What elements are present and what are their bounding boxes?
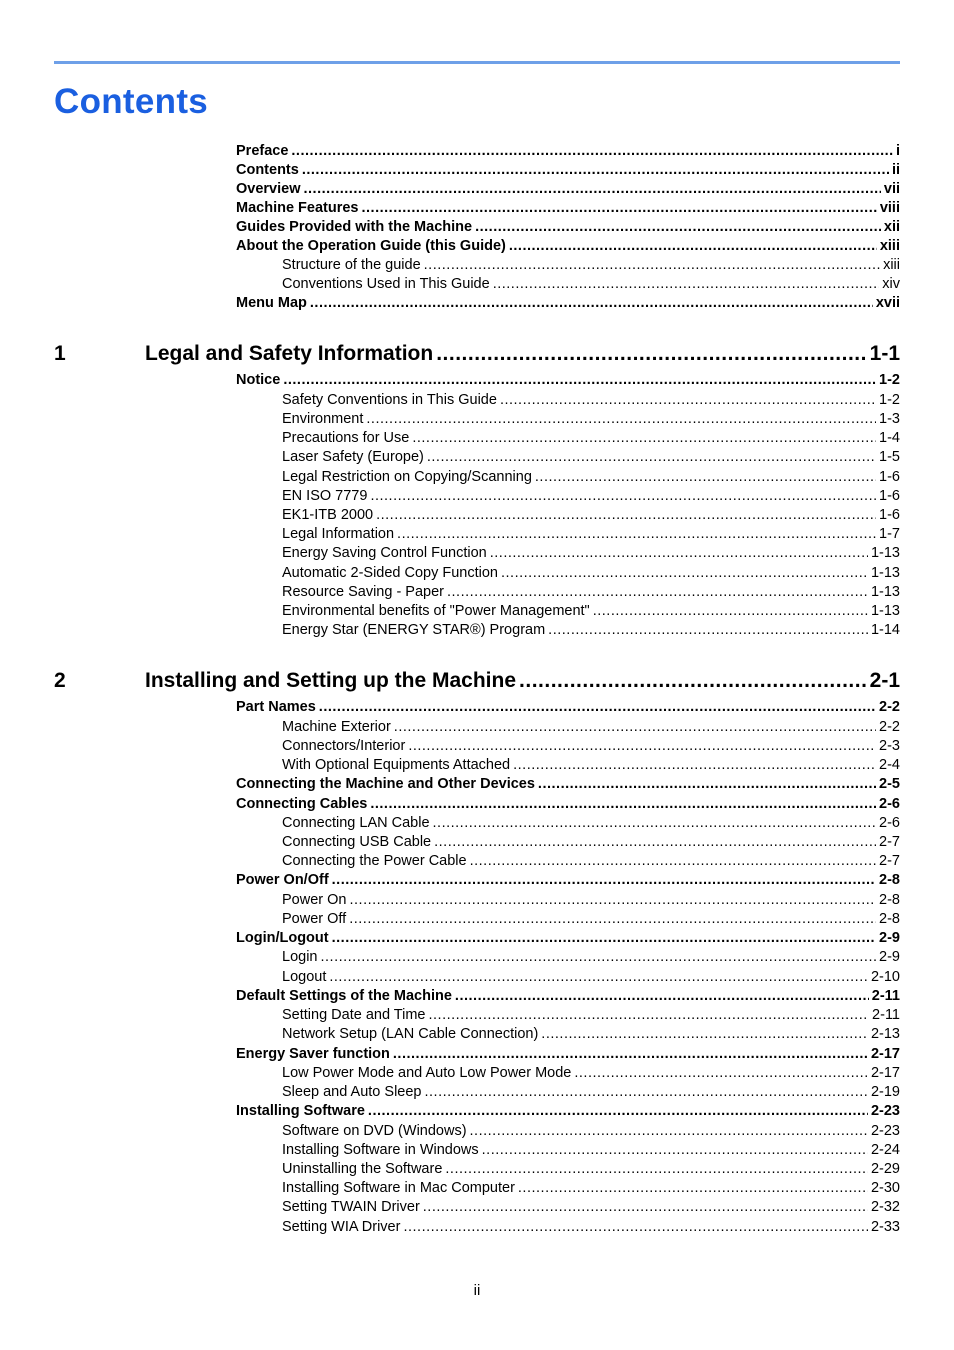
toc-subentry[interactable] xyxy=(282,852,900,870)
page-title: Contents xyxy=(54,82,209,121)
toc-entry-page: 2-2 xyxy=(879,699,900,715)
dot-leader xyxy=(428,1006,869,1024)
toc-entry-page: 2-8 xyxy=(879,872,900,888)
dot-leader xyxy=(535,468,876,486)
toc-entry-title: Energy Star (ENERGY STAR®) Program xyxy=(282,622,546,638)
toc-entry-page: 1-13 xyxy=(870,603,900,619)
toc-subentry[interactable] xyxy=(282,621,900,639)
toc-subentry[interactable] xyxy=(282,410,900,428)
toc-entry-title: Power Off xyxy=(282,911,347,927)
toc-subentry[interactable] xyxy=(282,1198,900,1216)
toc-subentry[interactable] xyxy=(282,1141,900,1159)
toc-entry-title: Environmental benefits of "Power Management" xyxy=(282,603,590,619)
toc-entry-title: About the Operation Guide (this Guide) xyxy=(236,238,506,254)
dot-leader xyxy=(319,698,876,716)
toc-entry-page: 2-33 xyxy=(870,1219,900,1235)
toc-entry-title: Notice xyxy=(236,372,281,388)
toc-subentry[interactable] xyxy=(282,564,900,582)
toc-entry-page: 2-11 xyxy=(872,1007,900,1023)
toc-entry-page: viii xyxy=(879,200,900,216)
toc-entry-title: Guides Provided with the Machine xyxy=(236,219,473,235)
toc-entry[interactable] xyxy=(236,161,900,179)
toc-entry-page: 1-3 xyxy=(879,411,900,427)
chapter-page: 1-1 xyxy=(869,342,900,365)
toc-entry-page: 1-14 xyxy=(870,622,900,638)
dot-leader xyxy=(366,410,876,428)
toc-entry-page: 2-11 xyxy=(871,988,900,1004)
toc-entry-page: 2-17 xyxy=(870,1065,900,1081)
dot-leader xyxy=(447,583,868,601)
toc-subentry[interactable] xyxy=(282,525,900,543)
toc-entry-title: Logout xyxy=(282,969,327,985)
toc-entry-page: vii xyxy=(883,181,900,197)
toc-entry-page: 2-9 xyxy=(879,930,900,946)
toc-entry[interactable] xyxy=(236,929,900,947)
dot-leader xyxy=(482,1141,868,1159)
chapter-number: 1 xyxy=(54,342,66,365)
toc-subentry[interactable] xyxy=(282,891,900,909)
toc-subentry[interactable] xyxy=(282,448,900,466)
toc-subentry[interactable] xyxy=(282,391,900,409)
toc-subentry[interactable] xyxy=(282,814,900,832)
toc-entry[interactable] xyxy=(236,1045,900,1063)
toc-entry-page: xiii xyxy=(879,238,900,254)
toc-entry-title: Legal Information xyxy=(282,526,395,542)
chapter-heading[interactable] xyxy=(145,340,900,368)
toc-entry-page: 1-5 xyxy=(879,449,900,465)
dot-leader xyxy=(302,161,889,179)
toc-entry[interactable] xyxy=(236,775,900,793)
toc-entry-page: 2-23 xyxy=(870,1103,900,1119)
toc-entry-title: Connecting Cables xyxy=(236,796,368,812)
dot-leader xyxy=(470,852,876,870)
toc-entry-title: Login/Logout xyxy=(236,930,329,946)
toc-entry-title: Part Names xyxy=(236,699,316,715)
dot-leader xyxy=(332,871,876,889)
dot-leader xyxy=(376,506,876,524)
toc-entry-title: Energy Saving Control Function xyxy=(282,545,487,561)
toc-entry-title: Default Settings of the Machine xyxy=(236,988,452,1004)
toc-entry-page: 2-2 xyxy=(879,719,900,735)
toc-subentry[interactable] xyxy=(282,1025,900,1043)
dot-leader xyxy=(501,564,868,582)
toc-entry-page: 2-19 xyxy=(870,1084,900,1100)
toc-entry-page: 2-5 xyxy=(879,776,900,792)
toc-entry-title: Safety Conventions in This Guide xyxy=(282,392,497,408)
toc-entry-page: 2-30 xyxy=(870,1180,900,1196)
dot-leader xyxy=(349,910,876,928)
toc-subentry[interactable] xyxy=(282,256,900,274)
toc-entry[interactable] xyxy=(236,237,900,255)
dot-leader xyxy=(470,1122,868,1140)
toc-subentry[interactable] xyxy=(282,506,900,524)
toc-entry-title: Overview xyxy=(236,181,301,197)
toc-entry-title: Sleep and Auto Sleep xyxy=(282,1084,422,1100)
toc-entry-page: 2-24 xyxy=(870,1142,900,1158)
toc-entry-page: 2-32 xyxy=(870,1199,900,1215)
toc-entry-title: Setting TWAIN Driver xyxy=(282,1199,420,1215)
dot-leader xyxy=(397,525,876,543)
toc-entry-title: Uninstalling the Software xyxy=(282,1161,443,1177)
dot-leader xyxy=(412,429,876,447)
toc-entry-title: With Optional Equipments Attached xyxy=(282,757,511,773)
top-rule xyxy=(54,61,900,64)
dot-leader xyxy=(424,256,880,274)
toc-entry-title: Connecting LAN Cable xyxy=(282,815,430,831)
toc-subentry[interactable] xyxy=(282,1179,900,1197)
dot-leader xyxy=(500,391,876,409)
dot-leader xyxy=(538,775,876,793)
toc-subentry[interactable] xyxy=(282,1083,900,1101)
dot-leader xyxy=(423,1198,868,1216)
toc-subentry[interactable] xyxy=(282,544,900,562)
toc-entry-title: Connecting the Power Cable xyxy=(282,853,467,869)
toc-subentry[interactable] xyxy=(282,1218,900,1236)
toc-entry-page: 2-7 xyxy=(879,834,900,850)
page-number: ii xyxy=(473,1282,481,1299)
toc-entry-title: Connecting USB Cable xyxy=(282,834,432,850)
dot-leader xyxy=(493,275,880,293)
toc-subentry[interactable] xyxy=(282,487,900,505)
toc-entry-page: 2-6 xyxy=(879,815,900,831)
toc-entry-page: 2-8 xyxy=(879,892,900,908)
toc-entry[interactable] xyxy=(236,795,900,813)
dot-leader xyxy=(310,294,873,312)
toc-subentry[interactable] xyxy=(282,718,900,736)
toc-subentry[interactable] xyxy=(282,968,900,986)
dot-leader xyxy=(393,1045,868,1063)
dot-leader xyxy=(541,1025,868,1043)
toc-entry-page: 1-2 xyxy=(879,372,900,388)
toc-entry-page: xii xyxy=(883,219,900,235)
toc-subentry[interactable] xyxy=(282,1122,900,1140)
chapter-heading[interactable] xyxy=(145,667,900,695)
dot-leader xyxy=(475,218,881,236)
toc-entry[interactable] xyxy=(236,698,900,716)
toc-subentry[interactable] xyxy=(282,583,900,601)
toc-entry-page: 1-4 xyxy=(879,430,900,446)
toc-entry-page: 1-13 xyxy=(870,584,900,600)
toc-entry-page: 2-7 xyxy=(879,853,900,869)
dot-leader xyxy=(291,142,893,160)
toc-entry-page: 1-7 xyxy=(879,526,900,542)
toc-subentry[interactable] xyxy=(282,910,900,928)
toc-entry[interactable] xyxy=(236,180,900,198)
toc-entry-title: Setting WIA Driver xyxy=(282,1219,401,1235)
toc-entry-title: Installing Software in Mac Computer xyxy=(282,1180,515,1196)
toc-entry[interactable] xyxy=(236,294,900,312)
toc-entry-title: Connectors/Interior xyxy=(282,738,406,754)
toc-entry-title: Setting Date and Time xyxy=(282,1007,426,1023)
toc-entry-title: Contents xyxy=(236,162,299,178)
dot-leader xyxy=(408,737,876,755)
toc-entry-title: Low Power Mode and Auto Low Power Mode xyxy=(282,1065,572,1081)
dot-leader xyxy=(424,1083,867,1101)
toc-entry-page: 2-6 xyxy=(879,796,900,812)
dot-leader xyxy=(509,237,877,255)
dot-leader xyxy=(283,371,876,389)
toc-entry-page: 1-6 xyxy=(879,507,900,523)
toc-entry-page: 1-13 xyxy=(870,565,900,581)
dot-leader xyxy=(513,756,876,774)
toc-entry-title: Installing Software xyxy=(236,1103,365,1119)
toc-subentry[interactable] xyxy=(282,948,900,966)
toc-entry-page: 2-17 xyxy=(870,1046,900,1062)
toc-entry-page: 2-9 xyxy=(879,949,900,965)
toc-entry-page: ii xyxy=(891,162,900,178)
dot-leader xyxy=(394,718,876,736)
toc-subentry[interactable] xyxy=(282,468,900,486)
toc-entry-title: Installing Software in Windows xyxy=(282,1142,479,1158)
toc-subentry[interactable] xyxy=(282,1064,900,1082)
dot-leader xyxy=(332,929,876,947)
toc-entry-title: Conventions Used in This Guide xyxy=(282,276,490,292)
toc-entry-page: 1-6 xyxy=(879,488,900,504)
dot-leader xyxy=(436,340,866,368)
dot-leader xyxy=(518,1179,868,1197)
dot-leader xyxy=(349,891,876,909)
dot-leader xyxy=(490,544,868,562)
toc-subentry[interactable] xyxy=(282,1160,900,1178)
toc-entry-page: 2-8 xyxy=(879,911,900,927)
dot-leader xyxy=(548,621,868,639)
toc-entry-page: 2-4 xyxy=(879,757,900,773)
toc-entry-page: xiv xyxy=(882,276,900,292)
toc-entry-title: Power On xyxy=(282,892,347,908)
dot-leader xyxy=(320,948,876,966)
toc-entry[interactable] xyxy=(236,1102,900,1120)
toc-entry-page: 2-23 xyxy=(870,1123,900,1139)
dot-leader xyxy=(427,448,876,466)
toc-entry-title: EN ISO 7779 xyxy=(282,488,368,504)
toc-entry-title: Precautions for Use xyxy=(282,430,410,446)
toc-entry[interactable] xyxy=(236,371,900,389)
toc-entry-title: Preface xyxy=(236,143,289,159)
toc-entry-title: Login xyxy=(282,949,318,965)
dot-leader xyxy=(434,833,876,851)
toc-entry-title: Network Setup (LAN Cable Connection) xyxy=(282,1026,539,1042)
toc-entry-page: 1-2 xyxy=(879,392,900,408)
toc-entry-title: Connecting the Machine and Other Devices xyxy=(236,776,535,792)
toc-entry-title: Structure of the guide xyxy=(282,257,421,273)
toc-entry-title: Automatic 2-Sided Copy Function xyxy=(282,565,498,581)
toc-entry-page: 2-3 xyxy=(879,738,900,754)
toc-entry-title: Machine Exterior xyxy=(282,719,391,735)
toc-entry-title: Software on DVD (Windows) xyxy=(282,1123,467,1139)
chapter-title: Installing and Setting up the Machine xyxy=(145,669,517,692)
dot-leader xyxy=(403,1218,868,1236)
dot-leader xyxy=(519,667,867,695)
toc-entry[interactable] xyxy=(236,218,900,236)
toc-subentry[interactable] xyxy=(282,737,900,755)
dot-leader xyxy=(329,968,868,986)
dot-leader xyxy=(433,814,877,832)
toc-entry-page: 2-10 xyxy=(870,969,900,985)
toc-entry-page: 1-6 xyxy=(879,469,900,485)
toc-entry[interactable] xyxy=(236,871,900,889)
toc-entry[interactable] xyxy=(236,199,900,217)
toc-entry-title: EK1-ITB 2000 xyxy=(282,507,374,523)
chapter-page: 2-1 xyxy=(869,669,900,692)
dot-leader xyxy=(368,1102,868,1120)
toc-subentry[interactable] xyxy=(282,833,900,851)
toc-subentry[interactable] xyxy=(282,275,900,293)
toc-subentry[interactable] xyxy=(282,602,900,620)
toc-entry-page: 2-13 xyxy=(870,1026,900,1042)
toc-entry-title: Menu Map xyxy=(236,295,307,311)
toc-entry-title: Legal Restriction on Copying/Scanning xyxy=(282,469,532,485)
chapter-number: 2 xyxy=(54,669,66,692)
dot-leader xyxy=(574,1064,868,1082)
toc-subentry[interactable] xyxy=(282,1006,900,1024)
dot-leader xyxy=(362,199,877,217)
toc-entry-title: Machine Features xyxy=(236,200,359,216)
toc-entry[interactable] xyxy=(236,987,900,1005)
toc-entry-page: 2-29 xyxy=(870,1161,900,1177)
toc-entry-title: Resource Saving - Paper xyxy=(282,584,444,600)
toc-entry-title: Energy Saver function xyxy=(236,1046,390,1062)
dot-leader xyxy=(370,795,876,813)
toc-entry-title: Power On/Off xyxy=(236,872,329,888)
dot-leader xyxy=(370,487,876,505)
dot-leader xyxy=(445,1160,868,1178)
toc-entry-page: xvii xyxy=(875,295,900,311)
toc-subentry[interactable] xyxy=(282,429,900,447)
toc-entry-title: Laser Safety (Europe) xyxy=(282,449,424,465)
toc-entry[interactable] xyxy=(236,142,900,160)
chapter-title: Legal and Safety Information xyxy=(145,342,434,365)
toc-entry-title: Environment xyxy=(282,411,364,427)
toc-subentry[interactable] xyxy=(282,756,900,774)
dot-leader xyxy=(593,602,868,620)
toc-entry-page: i xyxy=(895,143,900,159)
dot-leader xyxy=(455,987,869,1005)
toc-entry-page: 1-13 xyxy=(870,545,900,561)
toc-entry-page: xiii xyxy=(883,257,900,273)
dot-leader xyxy=(304,180,881,198)
